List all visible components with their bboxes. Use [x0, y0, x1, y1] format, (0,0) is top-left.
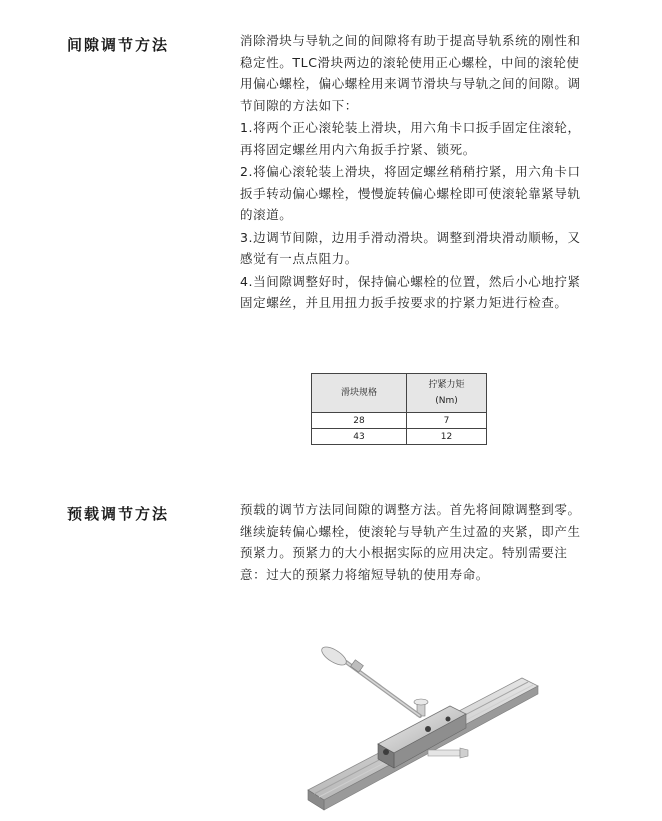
table-row	[312, 429, 487, 445]
gap-step-1: 1.将两个正心滚轮装上滑块，用六角卡口扳手固定住滚轮，再将固定螺丝用内六角扳手拧紧、锁死。	[240, 120, 581, 157]
cell-torque: 7	[407, 413, 487, 429]
cell-size: 43	[312, 429, 407, 445]
col-header-torque	[407, 374, 487, 413]
torque-table	[311, 373, 487, 445]
cell-torque: 12	[407, 429, 487, 445]
table-row	[312, 413, 487, 429]
gap-step-3: 3.边调节间隙，边用手滑动滑块。调整到滑块滑动顺畅，又感觉有一点点阻力。	[240, 229, 581, 266]
guide-rail-illustration	[300, 640, 562, 815]
gap-step-2: 2.将偏心滚轮装上滑块，将固定螺丝稍稍拧紧，用六角卡口扳手转动偏心螺栓，慢慢旋转偏心螺栓即可使滚轮靠紧导轨的滚道。	[240, 164, 581, 222]
torque-table-header-row	[312, 374, 487, 413]
preload-paragraph: 预载的调节方法同间隙的调整方法。首先将间隙调整到零。继续旋转偏心螺栓，使滚轮与导轨产生过盈的夹紧，即产生预紧力。预紧力的大小根据实际的应用决定。特别需要注意：过大的预紧力将缩短导轨的使用寿命。	[240, 502, 581, 582]
col-header-torque-unit: (Nm)	[435, 396, 458, 406]
gap-adjustment-heading: 间隙调节方法	[67, 36, 170, 54]
gap-adjustment-body	[240, 30, 592, 315]
wrench-handle	[319, 643, 420, 716]
preload-adjustment-heading: 预载调节方法	[67, 505, 170, 523]
gap-intro-paragraph: 消除滑块与导轨之间的间隙将有助于提高导轨系统的刚性和稳定性。TLC滑块两边的滚轮使用正心螺栓，中间的滚轮使用偏心螺栓，偏心螺栓用来调节滑块与导轨之间的间隙。调节间隙的方法如下：	[240, 33, 581, 113]
col-header-torque-label: 拧紧力矩	[428, 380, 465, 390]
gap-step-4: 4.当间隙调整好时，保持偏心螺栓的位置，然后小心地拧紧固定螺丝，并且用扭力扳手按要求的拧紧力矩进行检查。	[240, 273, 581, 310]
col-header-slider-size: 滑块规格	[312, 374, 407, 413]
cell-size: 28	[312, 413, 407, 429]
preload-adjustment-body	[240, 499, 592, 586]
